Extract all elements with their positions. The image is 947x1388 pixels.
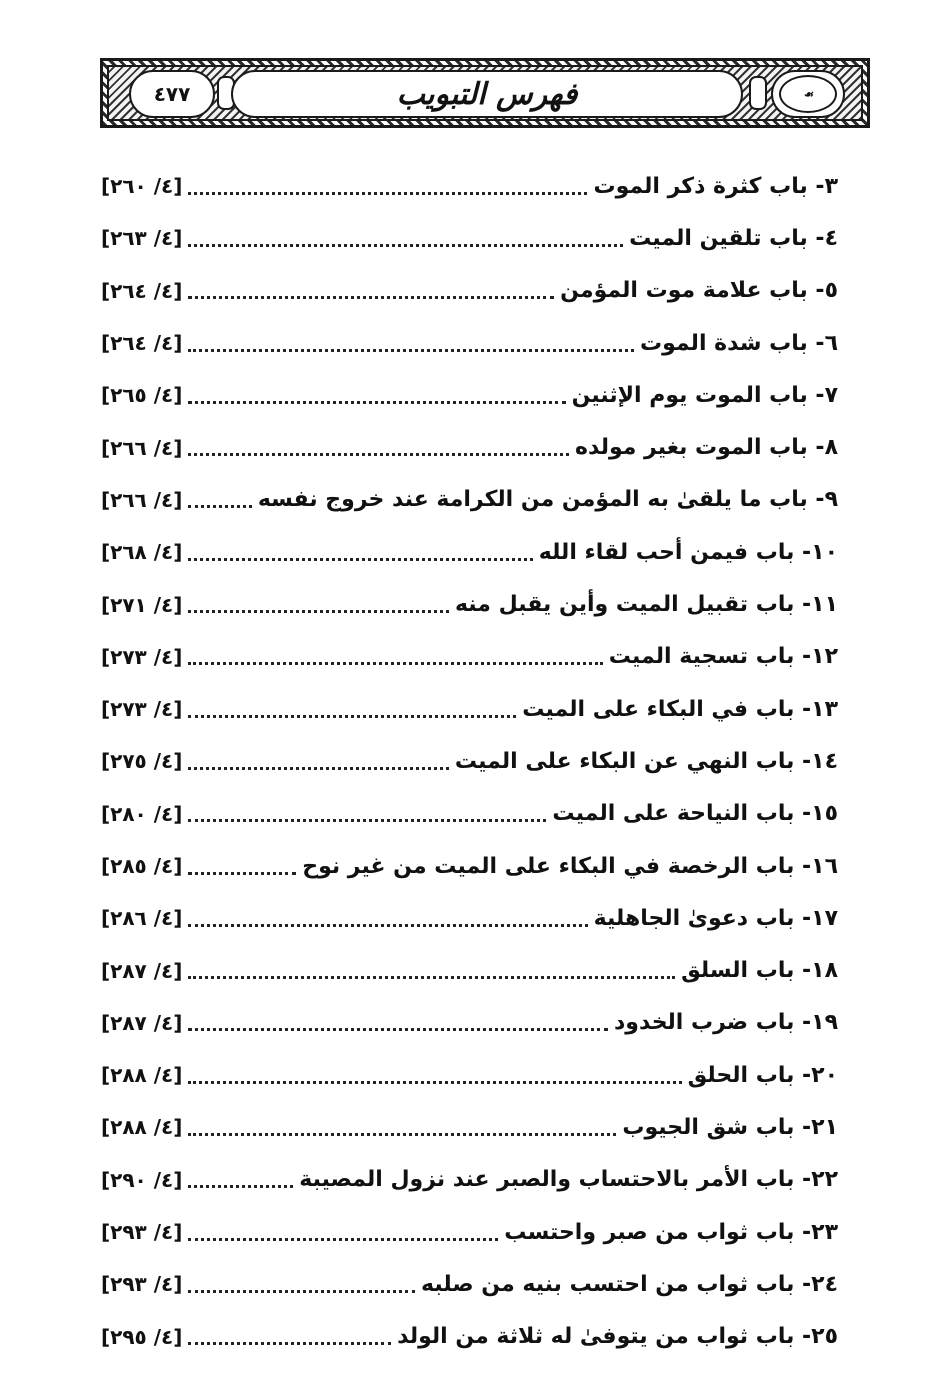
table-of-contents (95, 160, 840, 1363)
list-item (95, 317, 840, 369)
page-reference: [٤/ ٢٦٦] (101, 487, 183, 512)
header-ornament (749, 76, 767, 110)
dot-leader (188, 244, 623, 247)
page-reference: [٤/ ٢٨٥] (101, 854, 183, 878)
list-item (95, 1206, 840, 1258)
entry-title: ٢١- باب شق الجيوب (622, 1114, 838, 1140)
dot-leader (188, 505, 251, 508)
list-item (95, 1049, 840, 1101)
dot-leader (188, 558, 532, 561)
entry-title: ٨- باب الموت بغير مولده (575, 435, 838, 461)
entry-title: ١٦- باب الرخصة في البكاء على الميت من غير نوح (302, 853, 838, 879)
list-item (95, 369, 840, 421)
list-item (95, 1154, 840, 1206)
page-reference: [٤/ ٢٩٠] (101, 1167, 183, 1192)
entry-title: ١٩- باب ضرب الخدود (614, 1010, 838, 1036)
list-item (95, 265, 840, 317)
entry-title: ٢٠- باب الحلق (687, 1062, 838, 1088)
page-reference: [٤/ ٢٦٣] (101, 226, 183, 251)
logo-cartouche (771, 70, 845, 118)
page-reference: [٤/ ٢٨٠] (101, 801, 183, 826)
list-item (95, 1311, 840, 1363)
entry-title: ١١- باب تقبيل الميت وأين يقبل منه (454, 592, 838, 618)
page-reference: [٤/ ٢٨٨] (101, 1115, 183, 1140)
page-header (100, 58, 870, 128)
entry-title: ١٨- باب السلق (681, 958, 838, 984)
dot-leader (188, 349, 634, 352)
dot-leader (188, 715, 516, 718)
dot-leader (188, 662, 602, 665)
dot-leader (188, 296, 554, 299)
entry-title: ٢٥- باب ثواب من يتوفىٰ له ثلاثة من الولد (397, 1324, 838, 1350)
entry-title: ١٧- باب دعوىٰ الجاهلية (593, 905, 838, 931)
dot-leader (188, 976, 675, 979)
title-cartouche (231, 70, 743, 118)
entry-title: ٢٢- باب الأمر بالاحتساب والصبر عند نزول المصيبة (299, 1167, 838, 1193)
publisher-seal-icon: ☙ (779, 75, 837, 113)
dot-leader (188, 401, 565, 404)
page-reference: [٤/ ٢٨٧] (101, 958, 183, 983)
page-title: فهرس التبويب (396, 76, 578, 112)
page-number: ٤٧٧ (153, 82, 191, 106)
page-reference: [٤/ ٢٦٤] (101, 331, 183, 356)
dot-leader (188, 1238, 498, 1241)
page-number-cartouche (129, 70, 215, 118)
entry-title: ١٤- باب النهي عن البكاء على الميت (454, 748, 838, 774)
list-item (95, 683, 840, 735)
page-reference: [٤/ ٢٦٨] (101, 540, 183, 565)
entry-title: ٢٣- باب ثواب من صبر واحتسب (504, 1219, 838, 1245)
list-item (95, 526, 840, 578)
entry-title: ٢٤- باب ثواب من احتسب بنيه من صلبه (421, 1271, 838, 1297)
page-reference: [٤/ ٢٦٠] (101, 174, 183, 199)
list-item (95, 631, 840, 683)
page-reference: [٤/ ٢٨٦] (101, 906, 183, 931)
list-item (95, 735, 840, 787)
dot-leader (188, 819, 546, 822)
list-item (95, 421, 840, 473)
list-item (95, 788, 840, 840)
page-reference: [٤/ ٢٩٥] (101, 1324, 183, 1349)
list-item (95, 997, 840, 1049)
dot-leader (188, 1290, 415, 1293)
dot-leader (188, 1342, 391, 1345)
dot-leader (188, 610, 449, 613)
page-reference: [٤/ ٢٧١] (101, 592, 183, 617)
page-reference: [٤/ ٢٦٤] (101, 278, 183, 303)
list-item (95, 944, 840, 996)
list-item (95, 1101, 840, 1153)
list-item (95, 578, 840, 630)
page-reference: [٤/ ٢٦٥] (101, 383, 183, 408)
dot-leader (188, 1081, 681, 1084)
dot-leader (188, 1028, 608, 1031)
list-item (95, 474, 840, 526)
entry-title: ١٠- باب فيمن أحب لقاء الله (538, 539, 838, 565)
page-reference: [٤/ ٢٩٣] (101, 1272, 183, 1297)
entry-title: ٦- باب شدة الموت (640, 330, 838, 356)
entry-title: ٥- باب علامة موت المؤمن (560, 278, 838, 304)
entry-title: ٣- باب كثرة ذكر الموت (593, 173, 838, 199)
entry-title: ١٢- باب تسجية الميت (608, 644, 838, 670)
dot-leader (188, 1133, 616, 1136)
dot-leader (188, 924, 587, 927)
list-item (95, 160, 840, 212)
page-reference: [٤/ ٢٨٧] (101, 1010, 183, 1035)
page-reference: [٤/ ٢٧٣] (101, 644, 183, 669)
page-reference: [٤/ ٢٧٥] (101, 749, 183, 774)
page-reference: [٤/ ٢٨٨] (101, 1063, 183, 1088)
dot-leader (188, 453, 569, 456)
page-reference: [٤/ ٢٧٣] (101, 697, 183, 722)
entry-title: ١٥- باب النياحة على الميت (552, 801, 838, 827)
list-item (95, 892, 840, 944)
list-item (95, 212, 840, 264)
entry-title: ٩- باب ما يلقىٰ به المؤمن من الكرامة عند خروج نفسه (257, 487, 838, 513)
dot-leader (188, 1185, 293, 1188)
page-reference: [٤/ ٢٩٣] (101, 1220, 183, 1245)
dot-leader (188, 767, 448, 770)
dot-leader (188, 872, 296, 875)
dot-leader (188, 192, 587, 195)
entry-title: ١٣- باب في البكاء على الميت (522, 696, 838, 722)
page-reference: [٤/ ٢٦٦] (101, 435, 183, 460)
entry-title: ٤- باب تلقين الميت (629, 225, 838, 251)
entry-title: ٧- باب الموت يوم الإثنين (571, 382, 838, 408)
list-item (95, 1258, 840, 1310)
list-item (95, 840, 840, 892)
